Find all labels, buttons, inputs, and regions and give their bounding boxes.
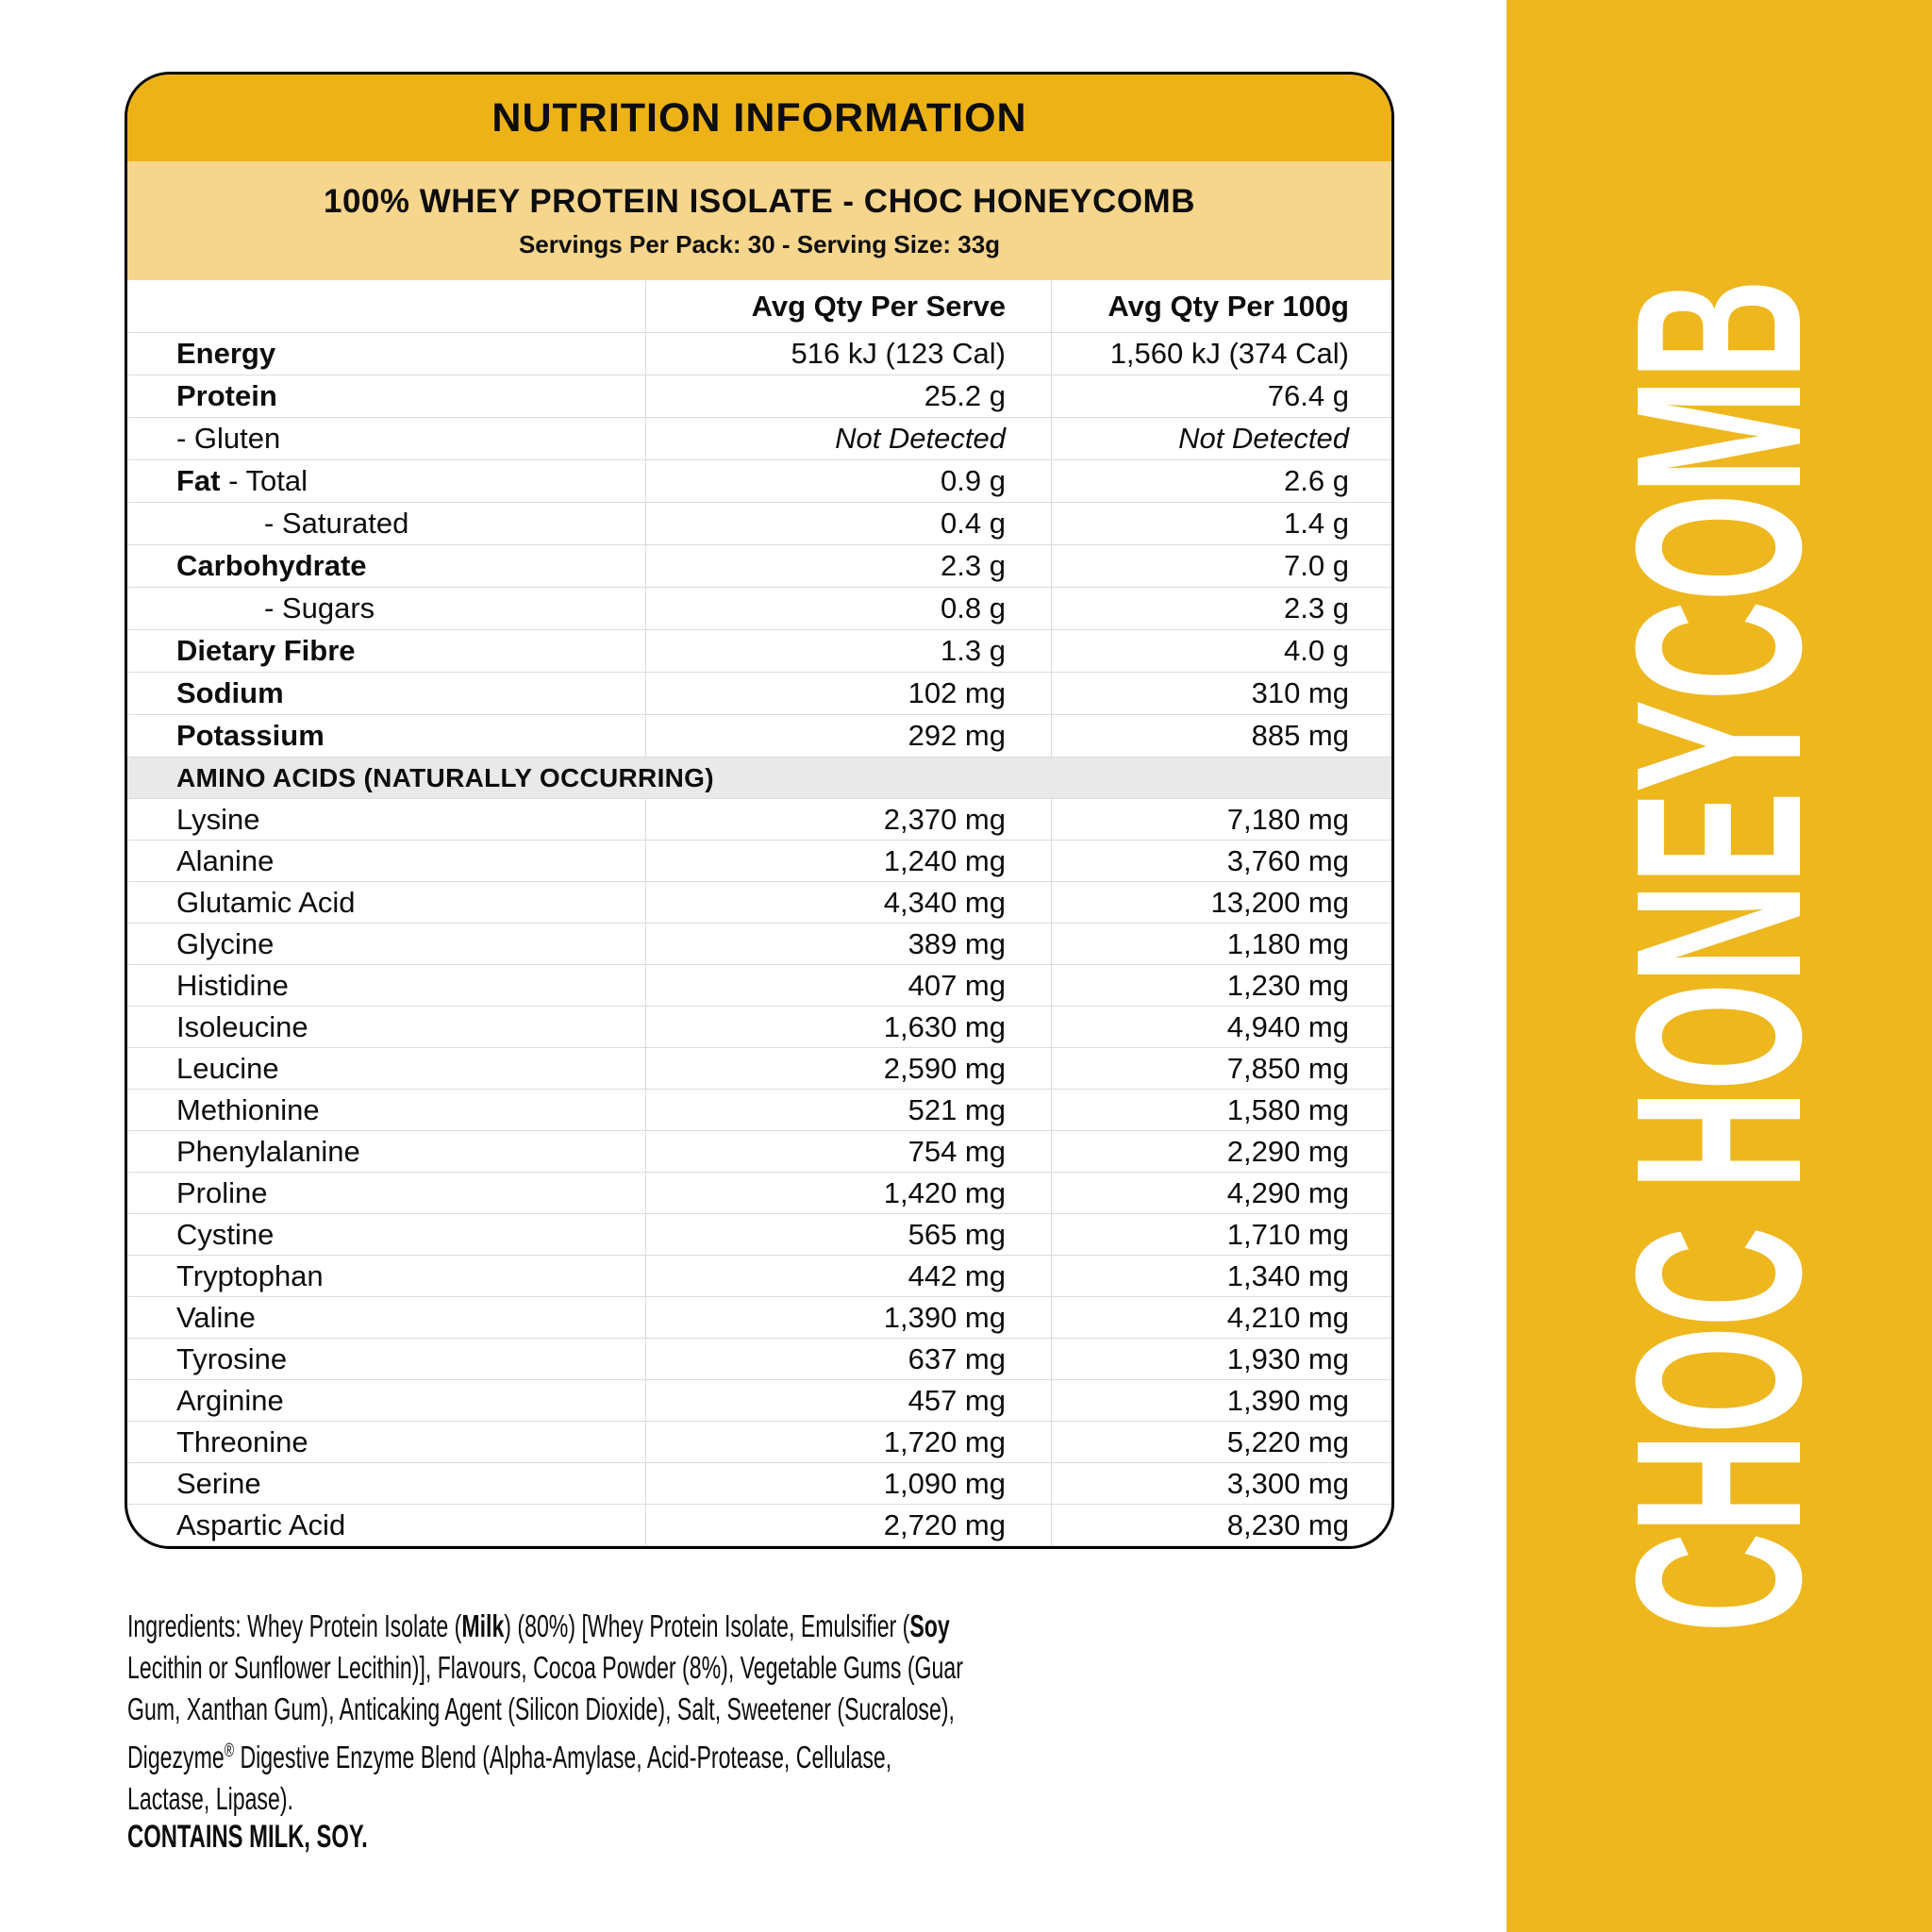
ingredients-line: Lactase, Lipase). xyxy=(127,1781,293,1816)
per-100g-value: 7,180 mg xyxy=(1226,802,1349,836)
amino-acid-name: Glutamic Acid xyxy=(127,882,646,923)
ingredients-line: Gum, Xanthan Gum), Anticaking Agent (Silicon Dioxide), Salt, Sweetener (Sucralose), xyxy=(127,1691,955,1726)
amino-acid-name: Serine xyxy=(127,1463,646,1504)
per-100g-value: 4,940 mg xyxy=(1226,1009,1349,1043)
amino-acid-name: Methionine xyxy=(127,1090,646,1130)
per-100g-value: 2.3 g xyxy=(1284,591,1349,625)
per-serve-value: 1.3 g xyxy=(646,630,1052,672)
ingredients-paragraph xyxy=(127,1606,1118,1820)
nutrition-table xyxy=(127,280,1391,1546)
amino-acid-row xyxy=(127,1505,1391,1546)
per-serve-value: 565 mg xyxy=(646,1214,1052,1255)
per-serve-value: 4,340 mg xyxy=(646,882,1052,923)
amino-acid-row xyxy=(127,1173,1391,1214)
flavour-vertical-label: CHOC HONEYCOMB xyxy=(1587,280,1850,1633)
nutrient-label: Dietary Fibre xyxy=(127,630,646,672)
nutrient-rows xyxy=(127,333,1391,758)
per-100g-value: 1,580 mg xyxy=(1226,1092,1349,1126)
per-100g-value: 2,290 mg xyxy=(1226,1134,1349,1168)
per-serve-value: 1,720 mg xyxy=(646,1422,1052,1462)
per-serve-value: 102 mg xyxy=(646,673,1052,714)
nutrient-row xyxy=(127,503,1391,545)
per-100g-value: 3,760 mg xyxy=(1226,843,1349,877)
column-header-per-serve: Avg Qty Per Serve xyxy=(646,280,1052,332)
nutrition-panel-title: NUTRITION INFORMATION xyxy=(491,94,1027,141)
per-serve-value: 521 mg xyxy=(646,1090,1052,1130)
per-serve-value: 1,090 mg xyxy=(646,1463,1052,1504)
nutrient-label: - Gluten xyxy=(127,418,646,459)
per-100g-value: 1,560 kJ (374 Cal) xyxy=(1109,337,1349,370)
per-100g-value: 4,210 mg xyxy=(1226,1300,1349,1334)
nutrition-panel-header xyxy=(127,75,1391,161)
ingredients-line: Lecithin or Sunflower Lecithin)], Flavours, Cocoa Powder (8%), Vegetable Gums (Guar xyxy=(127,1650,963,1685)
per-100g-value: 8,230 mg xyxy=(1226,1507,1349,1541)
amino-acid-row xyxy=(127,1380,1391,1422)
amino-acid-row xyxy=(127,1214,1391,1256)
per-100g-value: 76.4 g xyxy=(1267,379,1349,412)
per-100g-value: 7.0 g xyxy=(1284,549,1349,582)
per-100g-value: 5,220 mg xyxy=(1226,1424,1349,1458)
per-serve-value: 0.9 g xyxy=(646,460,1052,502)
amino-acid-row xyxy=(127,1463,1391,1505)
amino-acid-row xyxy=(127,1297,1391,1339)
amino-acid-row xyxy=(127,1048,1391,1090)
amino-acid-name: Arginine xyxy=(127,1380,646,1421)
per-serve-value: 754 mg xyxy=(646,1131,1052,1172)
per-serve-value: 442 mg xyxy=(646,1256,1052,1296)
nutrient-row xyxy=(127,375,1391,418)
per-100g-value: 1.4 g xyxy=(1284,507,1349,540)
nutrient-row xyxy=(127,460,1391,503)
per-serve-value: 2.3 g xyxy=(646,545,1052,587)
per-100g-value: 7,850 mg xyxy=(1226,1051,1349,1085)
per-100g-value: 1,930 mg xyxy=(1226,1341,1349,1375)
amino-acid-row xyxy=(127,924,1391,965)
amino-acid-name: Valine xyxy=(127,1297,646,1338)
per-100g-value: 1,340 mg xyxy=(1226,1258,1349,1292)
amino-acid-name: Tyrosine xyxy=(127,1339,646,1379)
per-serve-value: 2,370 mg xyxy=(646,799,1052,840)
amino-acid-row xyxy=(127,965,1391,1007)
column-header-per-100g: Avg Qty Per 100g xyxy=(1108,289,1349,323)
nutrition-panel xyxy=(125,72,1394,1549)
nutrient-row xyxy=(127,630,1391,673)
amino-acid-name: Histidine xyxy=(127,965,646,1006)
per-100g-value: 4.0 g xyxy=(1284,634,1349,667)
per-100g-value: 310 mg xyxy=(1251,676,1349,709)
amino-acid-row xyxy=(127,1090,1391,1131)
per-100g-value: 1,230 mg xyxy=(1226,968,1349,1002)
per-serve-value: 1,240 mg xyxy=(646,841,1052,881)
amino-acid-row xyxy=(127,841,1391,882)
nutrient-row xyxy=(127,418,1391,460)
nutrient-label: Sodium xyxy=(127,673,646,714)
amino-acid-name: Alanine xyxy=(127,841,646,881)
amino-acid-row xyxy=(127,799,1391,841)
nutrient-row xyxy=(127,673,1391,715)
nutrient-row xyxy=(127,588,1391,630)
nutrient-label: Fat - Total xyxy=(127,460,646,502)
nutrient-row xyxy=(127,545,1391,588)
per-serve-value: 292 mg xyxy=(646,715,1052,757)
per-100g-value: 1,180 mg xyxy=(1226,926,1349,960)
product-subheader xyxy=(127,161,1391,280)
column-header-row xyxy=(127,280,1391,333)
amino-acid-row xyxy=(127,1339,1391,1380)
per-100g-value: 1,390 mg xyxy=(1226,1383,1349,1417)
amino-acid-name: Proline xyxy=(127,1173,646,1213)
per-serve-value: 407 mg xyxy=(646,965,1052,1006)
amino-acid-name: Aspartic Acid xyxy=(127,1505,646,1545)
amino-acid-name: Tryptophan xyxy=(127,1256,646,1296)
per-100g-value: 13,200 mg xyxy=(1210,885,1349,919)
nutrient-label: Energy xyxy=(127,333,646,375)
amino-acid-row xyxy=(127,1007,1391,1048)
nutrient-row xyxy=(127,715,1391,758)
amino-acid-name: Isoleucine xyxy=(127,1007,646,1047)
amino-acid-rows xyxy=(127,799,1391,1546)
nutrient-label: Protein xyxy=(127,375,646,417)
per-100g-value: 2.6 g xyxy=(1284,464,1349,497)
per-serve-value: 637 mg xyxy=(646,1339,1052,1379)
per-serve-value: 389 mg xyxy=(646,924,1052,964)
amino-acid-name: Leucine xyxy=(127,1048,646,1089)
per-serve-value: 0.8 g xyxy=(646,588,1052,629)
per-100g-value: 885 mg xyxy=(1251,719,1349,752)
per-serve-value: 1,630 mg xyxy=(646,1007,1052,1047)
amino-acid-name: Phenylalanine xyxy=(127,1131,646,1172)
per-100g-value: 3,300 mg xyxy=(1226,1466,1349,1500)
allergen-statement: CONTAINS MILK, SOY. xyxy=(127,1819,368,1855)
product-title: 100% WHEY PROTEIN ISOLATE - CHOC HONEYCOMB xyxy=(324,182,1195,220)
amino-acid-row xyxy=(127,1131,1391,1173)
nutrient-label: Carbohydrate xyxy=(127,545,646,587)
per-serve-value: 25.2 g xyxy=(646,375,1052,417)
amino-acids-section-header: AMINO ACIDS (NATURALLY OCCURRING) xyxy=(127,758,1391,799)
nutrient-label: - Sugars xyxy=(127,588,646,629)
amino-acid-name: Cystine xyxy=(127,1214,646,1255)
per-serve-value: 2,720 mg xyxy=(646,1505,1052,1545)
servings-info: Servings Per Pack: 30 - Serving Size: 33g xyxy=(518,229,1001,258)
per-serve-value: 0.4 g xyxy=(646,503,1052,544)
amino-acid-name: Lysine xyxy=(127,799,646,840)
per-serve-value: 1,390 mg xyxy=(646,1297,1052,1338)
amino-acid-row xyxy=(127,1422,1391,1463)
nutrient-row xyxy=(127,333,1391,375)
nutrient-label: - Saturated xyxy=(127,503,646,544)
per-serve-value: 1,420 mg xyxy=(646,1173,1052,1213)
ingredients-line: Digezyme® Digestive Enzyme Blend (Alpha-Amylase, Acid-Protease, Cellulase, xyxy=(127,1740,892,1774)
per-100g-value: Not Detected xyxy=(1178,422,1349,455)
nutrient-label: Potassium xyxy=(127,715,646,757)
column-header-empty xyxy=(127,280,646,332)
per-serve-value: 516 kJ (123 Cal) xyxy=(646,333,1052,375)
per-serve-value: 2,590 mg xyxy=(646,1048,1052,1089)
per-serve-value: 457 mg xyxy=(646,1380,1052,1421)
flavour-sidebar xyxy=(1507,0,1932,1932)
amino-acid-row xyxy=(127,882,1391,924)
amino-acid-name: Glycine xyxy=(127,924,646,964)
amino-acid-row xyxy=(127,1256,1391,1297)
per-100g-value: 4,290 mg xyxy=(1226,1175,1349,1209)
per-serve-value: Not Detected xyxy=(646,418,1052,459)
ingredients-line: Ingredients: Whey Protein Isolate (Milk) (80%) [Whey Protein Isolate, Emulsifier (Soy xyxy=(127,1608,950,1643)
per-100g-value: 1,710 mg xyxy=(1226,1217,1349,1251)
amino-acid-name: Threonine xyxy=(127,1422,646,1462)
